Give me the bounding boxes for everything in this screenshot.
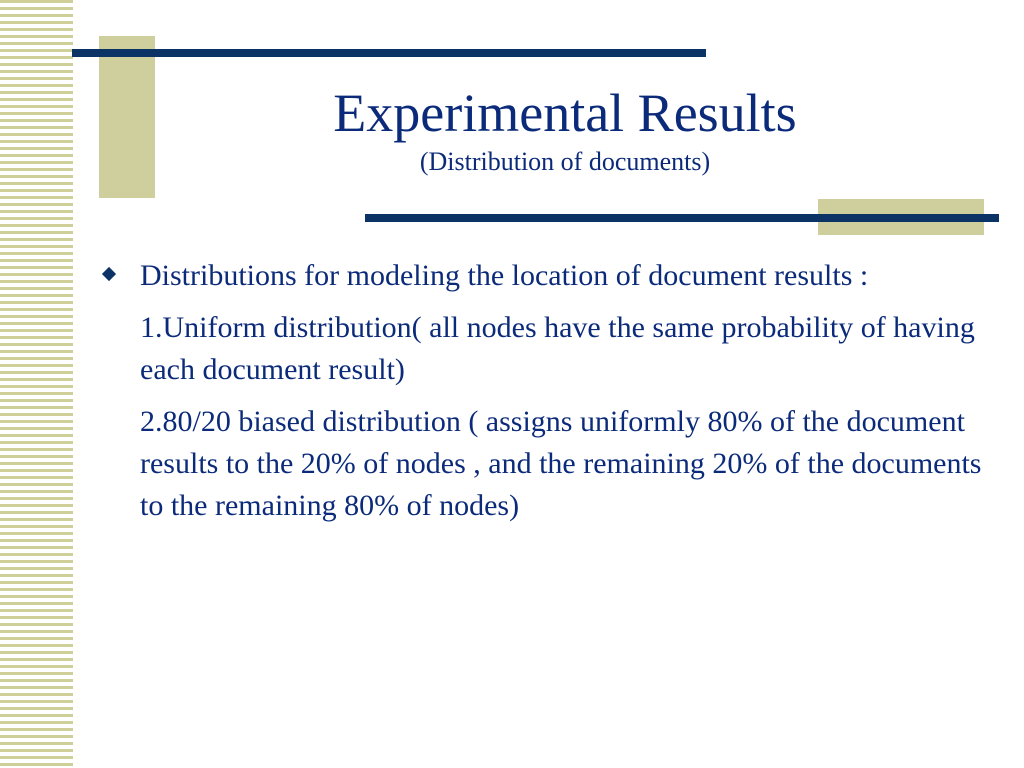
navy-line-decoration-bottom: [365, 214, 999, 222]
list-item-text: 2.80/20 biased distribution ( assigns uniformly 80% of the document results to the 20% of nodes , and the remaining 20% of the documents to the remaining 80% of nodes): [140, 405, 982, 522]
slide-title: Experimental Results: [333, 83, 797, 143]
bullet-text: Distributions for modeling the location of document results :: [140, 259, 869, 292]
bullet-item: [104, 255, 984, 297]
tan-block-decoration-left: [99, 36, 155, 198]
navy-line-decoration-top: [72, 49, 706, 57]
list-item: [104, 307, 984, 391]
list-item: [104, 401, 984, 527]
slide-subtitle: (Distribution of documents): [419, 147, 711, 176]
left-stripe-decoration: [0, 0, 73, 768]
diamond-bullet-icon: [102, 267, 116, 281]
slide-body: [104, 255, 984, 527]
list-item-text: 1.Uniform distribution( all nodes have the same probability of having each document result): [140, 311, 975, 386]
